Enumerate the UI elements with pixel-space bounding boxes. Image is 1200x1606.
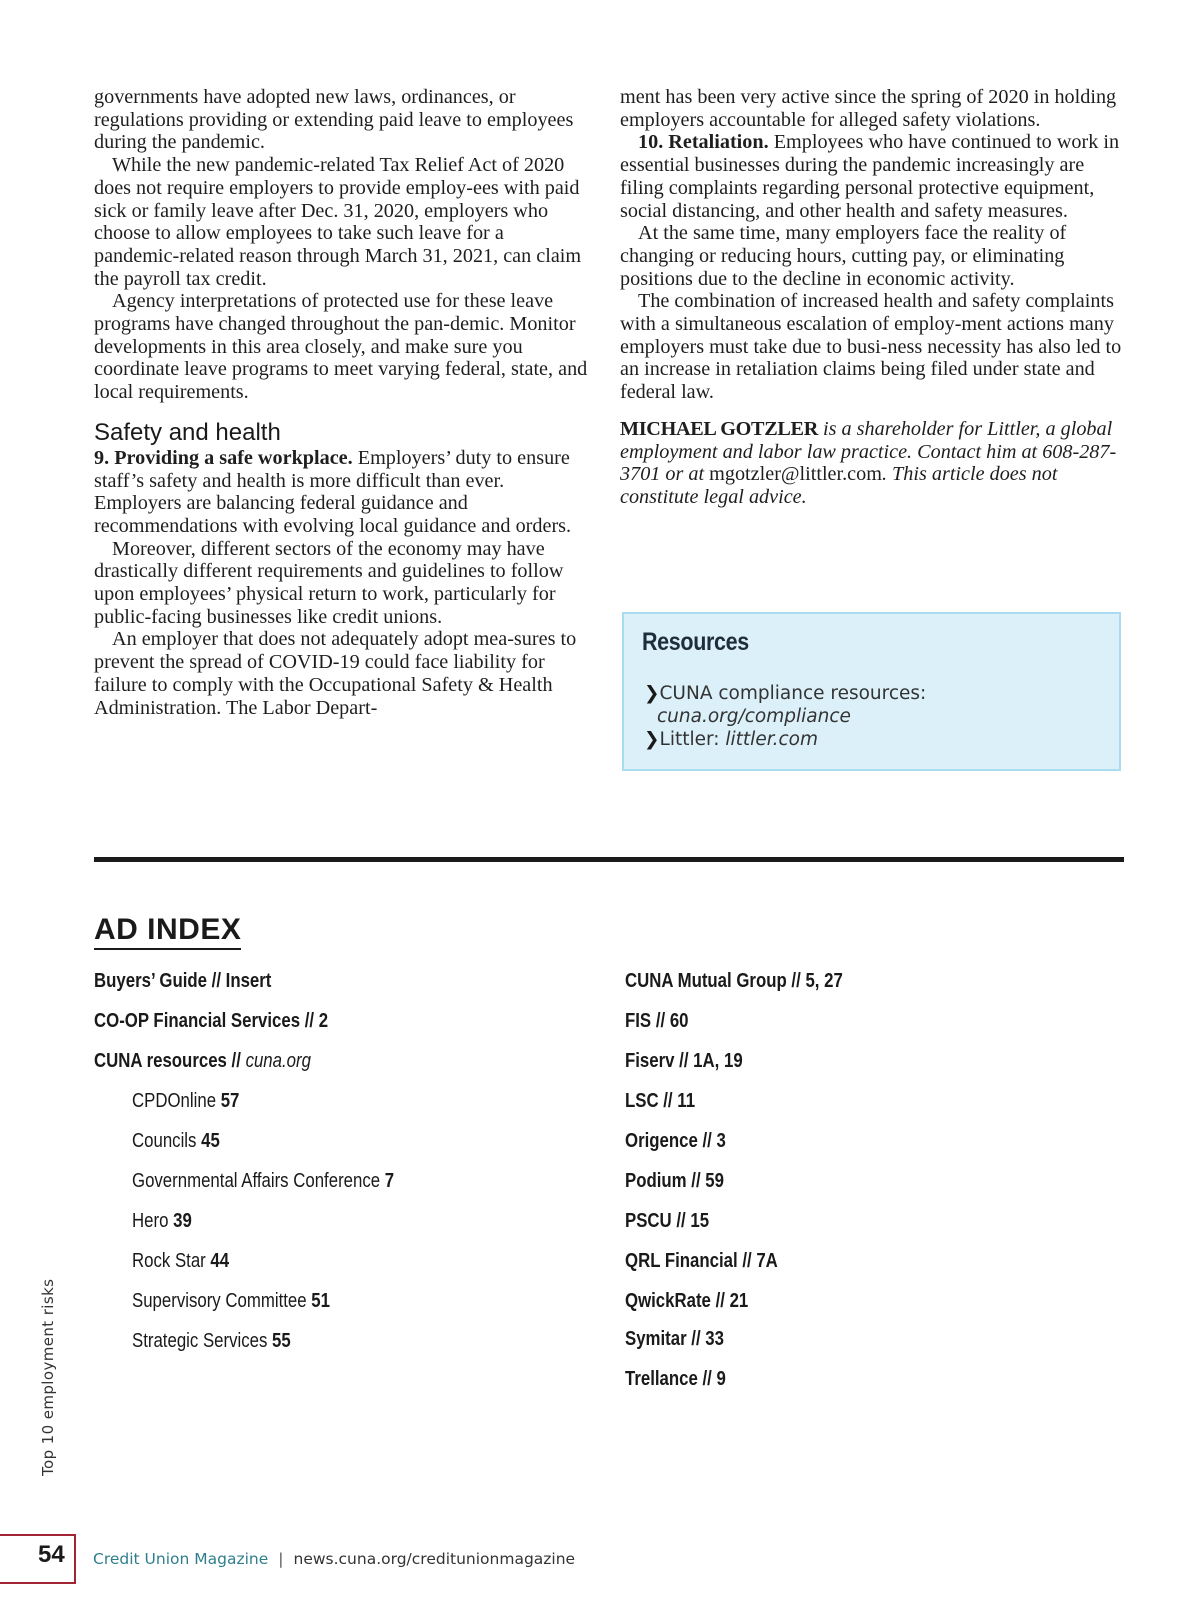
entry-page: 9 (716, 1368, 726, 1390)
paragraph-lead: 10. Retaliation. (638, 131, 769, 154)
entry-separator: // (686, 1328, 706, 1350)
entry-page: 7 (384, 1170, 395, 1192)
paragraph: An employer that does not adequately adopt mea-sures to prevent the spread of COVID-19 could face liability for failure to comply with the Occupational Safety & Health Administration. The Labor Depart- (94, 628, 577, 719)
page-number: 54 (38, 1541, 65, 1568)
resource-name: Rock Star (132, 1250, 206, 1272)
ad-index-subentry[interactable] (132, 1330, 291, 1353)
author-name: MICHAEL GOTZLER (620, 417, 818, 440)
entry-page: 5, 27 (805, 970, 843, 992)
ad-index-entry[interactable] (625, 1010, 689, 1033)
section-heading: Safety and health (94, 418, 281, 446)
author-email[interactable]: mgotzler@littler.com (709, 463, 882, 486)
advertiser-name: QwickRate (625, 1290, 711, 1312)
entry-separator: // (786, 970, 806, 992)
entry-page: 44 (210, 1250, 230, 1272)
footer-separator: | (278, 1550, 284, 1568)
article-left-column (94, 86, 591, 719)
resource-item (644, 728, 926, 751)
resource-label: CUNA compliance resources: (659, 683, 927, 704)
entry-separator: // (737, 1250, 757, 1272)
entry-page: 1A, 19 (693, 1050, 743, 1072)
advertiser-name: Buyers’ Guide (94, 970, 207, 992)
entry-page: 60 (669, 1010, 689, 1032)
ad-index-entry[interactable] (625, 1250, 778, 1273)
magazine-name: Credit Union Magazine (93, 1550, 269, 1568)
advertiser-name: QRL Financial (625, 1250, 738, 1272)
chevron-right-icon: ❯ (644, 683, 660, 704)
entry-page: 45 (201, 1130, 220, 1152)
paragraph: governments have adopted new laws, ordinances, or regulations providing or extending paid leave to employees during the pandemic. (94, 86, 574, 154)
entry-page: 21 (729, 1290, 749, 1312)
resource-link[interactable]: littler.com (725, 729, 818, 750)
ad-index-subentry[interactable] (132, 1090, 239, 1113)
ad-index-entry[interactable] (625, 1290, 748, 1313)
entry-page: 2 (318, 1010, 329, 1032)
ad-index-entry[interactable] (94, 1010, 328, 1033)
entry-separator: // (710, 1290, 730, 1312)
entry-page: 11 (677, 1090, 696, 1112)
advertiser-name: PSCU (625, 1210, 672, 1232)
ad-index-entry[interactable] (625, 1130, 726, 1153)
paragraph (620, 131, 1125, 222)
resource-name: Hero (132, 1210, 169, 1232)
ad-index-entry[interactable] (625, 1170, 724, 1193)
resource-name: Supervisory Committee (132, 1290, 307, 1312)
advertiser-name: FIS (625, 1010, 652, 1032)
advertiser-name: Fiserv (625, 1050, 675, 1072)
entry-page: Insert (225, 970, 272, 992)
advertiser-name: CUNA Mutual Group (625, 970, 787, 992)
resources-title: Resources (642, 628, 749, 656)
paragraph: The combination of increased health and safety complaints with a simultaneous escalation of employ-ment actions many employers must take due to busi-ness necessity has also led to an increase in retaliation claims being filed under state and federal law. (620, 290, 1122, 404)
ad-index-subentry[interactable] (132, 1170, 394, 1193)
bio-text: is a shareholder for Littler, a global employment and labor law practice. Contact him at 608-287-3701 or at (620, 417, 1117, 486)
paragraph: Agency interpretations of protected use for these leave programs have changed throughout the pan-demic. Monitor developments in this area closely, and make sure you coordinate leave programs to meet varying federal, state, and local requirements. (94, 290, 588, 404)
paragraph-body: Employees who have continued to work in essential businesses during the pandemic increasingly are filing complaints regarding personal protective equipment, social distancing, and other health and safety measures. (620, 131, 1120, 222)
paragraph-lead: 9. Providing a safe workplace. (94, 446, 353, 469)
entry-separator: // (651, 1010, 670, 1032)
resource-name: Councils (132, 1130, 197, 1152)
ad-index-title: AD INDEX (94, 913, 241, 950)
resource-name: Strategic Services (132, 1330, 268, 1352)
page-footer (93, 1550, 575, 1568)
paragraph: While the new pandemic-related Tax Relief Act of 2020 does not require employers to provide employ-ees with paid sick or family leave after Dec. 31, 2020, employers who choose to allow employees to take such leave for a pandemic-related reason through March 31, 2021, can claim the payroll tax credit. (94, 154, 582, 290)
ad-index-subentry[interactable] (132, 1290, 330, 1313)
ad-index-entry[interactable] (94, 1050, 311, 1073)
entry-separator: // (226, 1050, 246, 1072)
ad-index-entry[interactable] (625, 970, 843, 993)
ad-index-subentry[interactable] (132, 1210, 192, 1233)
resource-label: Littler: (659, 729, 726, 750)
ad-index-entry[interactable] (94, 970, 271, 993)
ad-index-entry[interactable] (625, 1050, 743, 1073)
entry-separator: // (674, 1050, 694, 1072)
advertiser-name: CUNA resources (94, 1050, 227, 1072)
chevron-right-icon: ❯ (644, 729, 660, 750)
entry-page: 57 (220, 1090, 240, 1112)
resources-list (644, 682, 926, 751)
paragraph: ment has been very active since the spring of 2020 in holding employers accountable for alleged safety violations. (620, 86, 1117, 131)
resource-link[interactable]: cuna.org/compliance (657, 706, 851, 727)
resource-name: Governmental Affairs Conference (132, 1170, 381, 1192)
advertiser-name: Trellance (625, 1368, 698, 1390)
ad-index-entry[interactable] (625, 1368, 726, 1391)
advertiser-name: CO-OP Financial Services (94, 1010, 301, 1032)
paragraph (94, 447, 591, 538)
section-side-label: Top 10 employment risks (39, 1278, 57, 1476)
paragraph: At the same time, many employers face the reality of changing or reducing hours, cutting pay, or eliminating positions due to the decline in economic activity. (620, 222, 1067, 290)
advertiser-name: Podium (625, 1170, 687, 1192)
resource-item (644, 682, 926, 705)
paragraph-body: Employers’ duty to ensure staff’s safety and health is more difficult than ever. Employers are balancing federal guidance and recommendations with evolving local guidance and orders. (94, 446, 572, 537)
article-right-column (620, 86, 1125, 509)
author-bio (620, 418, 1125, 509)
entry-page: 39 (173, 1210, 192, 1232)
entry-page: 55 (272, 1330, 291, 1352)
advertiser-name: LSC (625, 1090, 659, 1112)
entry-separator: // (658, 1090, 678, 1112)
entry-page: 51 (311, 1290, 330, 1312)
ad-index-entry[interactable] (625, 1090, 695, 1113)
ad-index-entry[interactable] (625, 1328, 724, 1351)
resources-box (622, 612, 1121, 771)
advertiser-name: Origence (625, 1130, 698, 1152)
entry-link: cuna.org (245, 1050, 311, 1072)
advertiser-name: Symitar (625, 1328, 687, 1350)
ad-index-subentry[interactable] (132, 1130, 220, 1153)
bio-text: . This article does not constitute legal advice. (620, 463, 1058, 508)
ad-index-subentry[interactable] (132, 1250, 229, 1273)
entry-separator: // (300, 1010, 319, 1032)
entry-page: 59 (705, 1170, 724, 1192)
footer-url[interactable]: news.cuna.org/creditunionmagazine (293, 1550, 576, 1568)
entry-page: 15 (690, 1210, 710, 1232)
entry-separator: // (697, 1130, 717, 1152)
entry-page: 3 (716, 1130, 726, 1152)
ad-index-entry[interactable] (625, 1210, 709, 1233)
entry-separator: // (697, 1368, 717, 1390)
entry-page: 7A (756, 1250, 778, 1272)
resource-name: CPDOnline (132, 1090, 217, 1112)
entry-page: 33 (705, 1328, 725, 1350)
entry-separator: // (671, 1210, 691, 1232)
entry-separator: // (206, 970, 226, 992)
entry-separator: // (686, 1170, 706, 1192)
paragraph: Moreover, different sectors of the economy may have drastically different requirements and guidelines to follow upon employees’ physical return to work, particularly for public-facing businesses like credit unions. (94, 537, 564, 628)
section-divider (94, 857, 1124, 862)
